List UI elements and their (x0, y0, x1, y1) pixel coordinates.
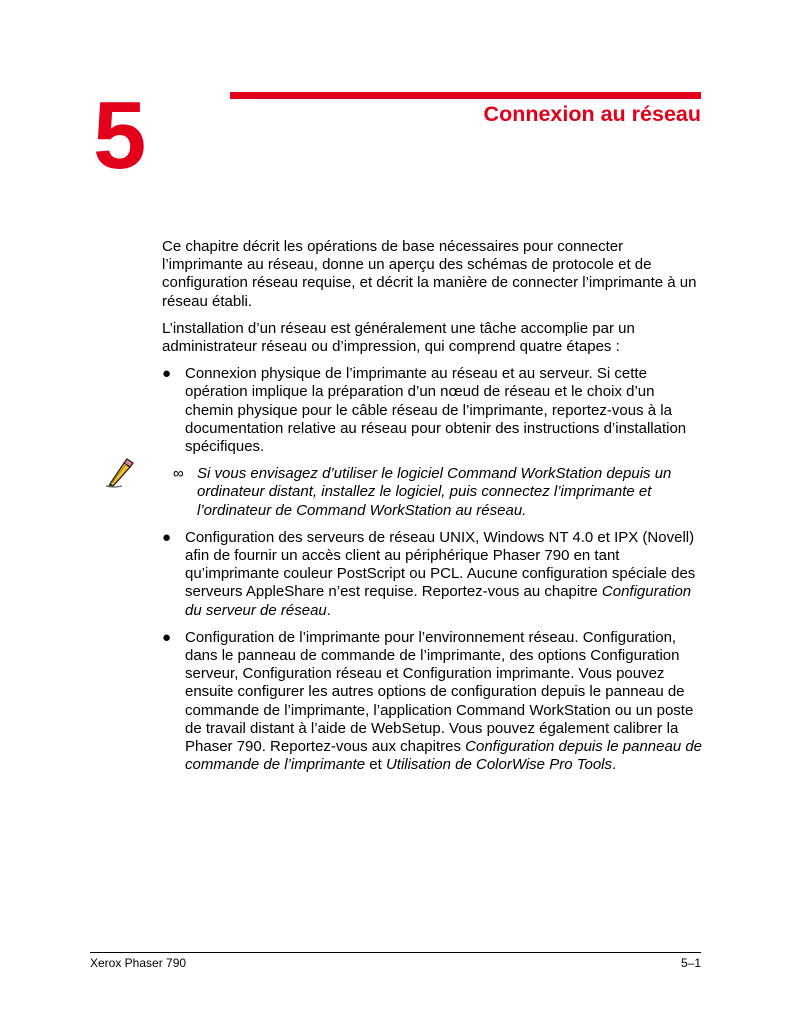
list-item (162, 365, 702, 456)
chapter-reference: Utilisation de ColorWise Pro Tools (385, 756, 613, 774)
page-number: 5–1 (680, 956, 701, 970)
bullet-end: . (326, 601, 331, 619)
body-content (162, 238, 702, 783)
bullet-mid: et (365, 756, 386, 774)
list-item (162, 629, 702, 775)
footer-rule (90, 952, 701, 953)
list-item (162, 529, 702, 620)
note-symbol: ∞ (173, 465, 184, 483)
footer-product: Xerox Phaser 790 (90, 956, 187, 970)
note (162, 465, 702, 520)
bullet-text: Configuration de l’imprimante pour l’environnement réseau. Configuration, dans le panneau de commande de l’imprimante, des options Configuration serveur, Configuration réseau et Configuration imprimante. Vous pouvez ensuite configurer les autres options de configuration depuis le panneau de commande de l’imprimante, l’application Command WorkStation ou un poste de travail distant à l’aide de WebSetup. Vous pouvez également calibrer la Phaser 790. Reportez-vous aux chapitres (185, 628, 694, 756)
title-rule (230, 92, 701, 99)
bullet-icon: ● (162, 365, 172, 383)
bullet-icon: ● (162, 528, 172, 546)
bullet-end: . (612, 756, 617, 774)
bullet-text: Connexion physique de l’imprimante au réseau et au serveur. Si cette opération implique la préparation d’un nœud de réseau et le choix d’un chemin physique pour le câble réseau de l’imprimante, reportez-vous à la documentation relative au réseau pour obtenir des instructions d’installation spécifiques. (185, 365, 687, 456)
intro-paragraph-2: L’installation d’un réseau est généralement une tâche accomplie par un administrateur réseau ou d’impression, qui comprend quatre étapes : (162, 319, 635, 356)
note-text: Si vous envisagez d’utiliser le logiciel Command WorkStation depuis un ordinateur distant, installez le logiciel, puis connectez l’imprimante et l’ordinateur de Command WorkStation au réseau. (197, 465, 672, 519)
chapter-number: 5 (93, 82, 147, 189)
chapter-reference: Configuration du serveur de réseau (185, 583, 692, 619)
chapter-title: Connexion au réseau (483, 102, 701, 126)
bullet-text: Configuration des serveurs de réseau UNIX, Windows NT 4.0 et IPX (Novell) afin de fournir un accès client au périphérique Phaser 790 en tant qu’imprimante couleur PostScript ou PCL. Aucune configuration spéciale des serveurs AppleShare n’est requise. Reportez-vous au chapitre (185, 528, 696, 601)
intro-paragraph: Ce chapitre décrit les opérations de base nécessaires pour connecter l’imprimante au réseau, donne un aperçu des schémas de protocole et de configuration réseau requise, et décrit la manière de connecter l’imprimante à un réseau établi. (162, 238, 697, 310)
pencil-icon (104, 457, 134, 489)
bullet-icon: ● (162, 628, 172, 646)
chapter-reference: Configuration depuis le panneau de commande de l’imprimante (185, 738, 703, 774)
